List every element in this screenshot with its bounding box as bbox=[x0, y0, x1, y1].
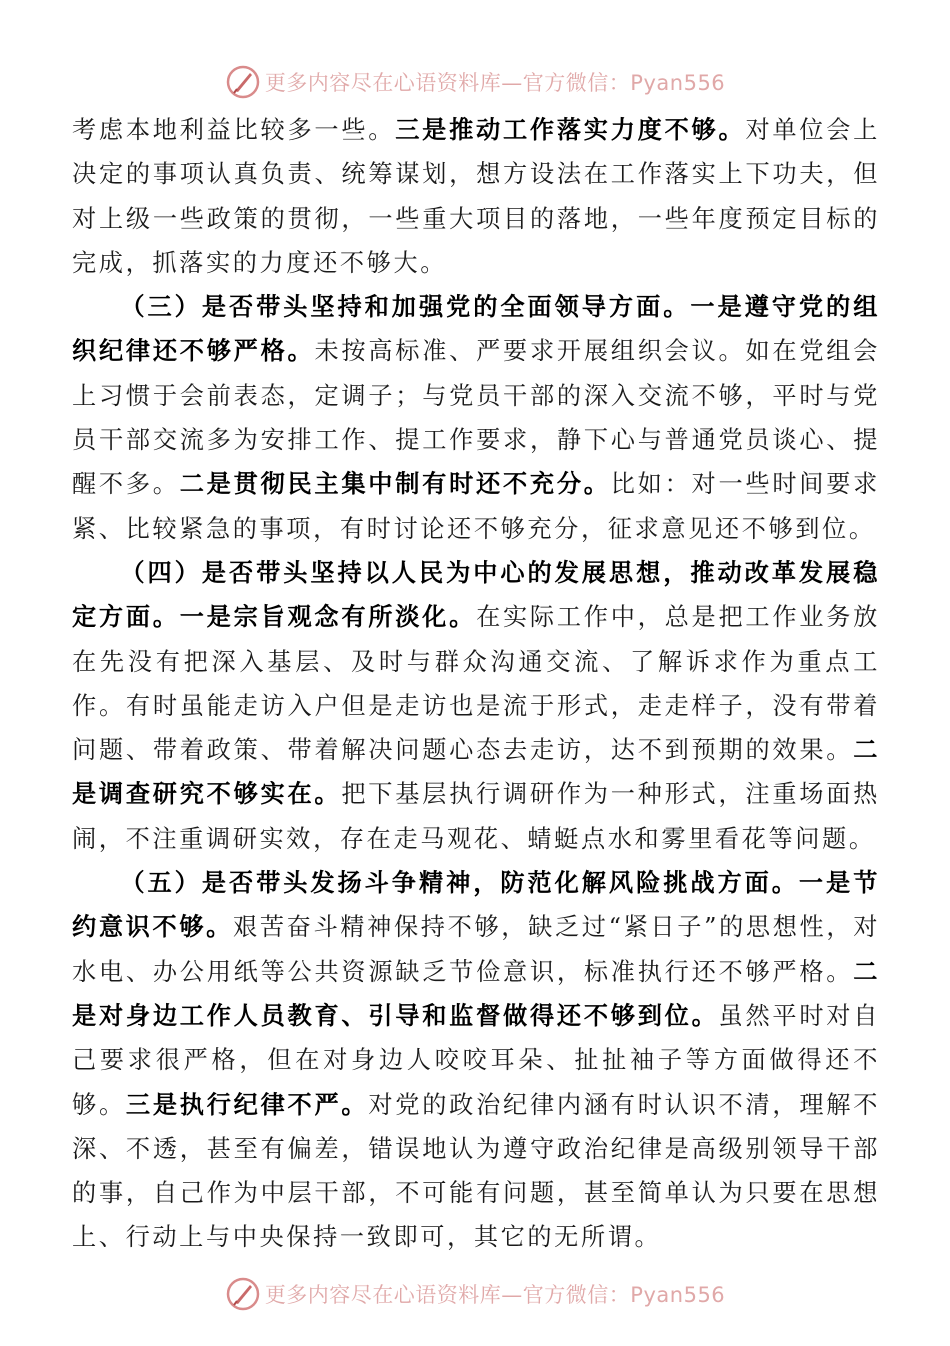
bold-heading-text: （五）是否带头发扬斗争精神，防范化解风险挑战方面。一是节约意识不够。 bbox=[72, 868, 880, 942]
body-text: 未按高标准、严要求开展组织会议。如在党组会上习惯于会前表态，定调子；与党员干部的深入交流不够，平时与党员干部交流多为安排工作、提工作要求，静下心与普通党员谈心、提醒不多。 bbox=[72, 337, 880, 499]
paragraph bbox=[72, 861, 880, 1260]
bold-heading-text: 二是对身边工作人员教育、引导和监督做得还不够到位。 bbox=[72, 956, 880, 1030]
body-text: 把下基层执行调研作为一种形式，注重场面热闹，不注重调研实效，存在走马观花、蜻蜓点水和雾里看花等问题。 bbox=[72, 780, 880, 853]
footer-watermark bbox=[0, 1274, 950, 1314]
body-text: 对单位会上决定的事项认真负责、统筹谋划，想方设法在工作落实上下功夫，但对上级一些政策的贯彻，一些重大项目的落地，一些年度预定目标的完成，抓落实的力度还不够大。 bbox=[72, 116, 880, 277]
body-text: 考虑本地利益比较多一些。 bbox=[72, 116, 396, 144]
body-text: 对党的政治纪律内涵有时认识不清，理解不深、不透，甚至有偏差，错误地认为遵守政治纪律是高级别领导干部的事，自己作为中层干部，不可能有问题，甚至简单认为只要在思想上、行动上与中央保持一致即可，其它的无所谓。 bbox=[72, 1090, 881, 1252]
document-body bbox=[72, 108, 880, 1260]
bold-heading-text: （三）是否带头坚持和加强党的全面领导方面。一是遵守党的组织纪律还不够严格。 bbox=[72, 292, 880, 366]
paragraph bbox=[72, 551, 880, 861]
watermark-text: 更多内容尽在心语资料库—官方微信：Pyan556 bbox=[264, 1283, 726, 1307]
quill-logo-icon bbox=[225, 64, 261, 100]
paragraph bbox=[72, 108, 880, 285]
body-text: 虽然平时对自己要求很严格，但在对身边人咬咬耳朵、扯扯袖子等方面做得还不够。 bbox=[72, 1001, 880, 1119]
quill-logo-icon bbox=[225, 1276, 261, 1312]
body-text: 比如：对一些时间要求紧、比较紧急的事项，有时讨论还不够充分，征求意见还不够到位。 bbox=[72, 470, 880, 543]
bold-heading-text: 三是推动工作落实力度不够。 bbox=[395, 115, 746, 144]
bold-heading-text: 三是执行纪律不严。 bbox=[125, 1089, 369, 1119]
watermark-text: 更多内容尽在心语资料库—官方微信：Pyan556 bbox=[264, 71, 726, 95]
bold-heading-text: （四）是否带头坚持以人民为中心的发展思想，推动改革发展稳定方面。一是宗旨观念有所淡化。 bbox=[72, 557, 880, 632]
bold-heading-text: 二是调查研究不够实在。 bbox=[72, 735, 880, 809]
body-text: 在实际工作中，总是把工作业务放在先没有把深入基层、及时与群众沟通交流、了解诉求作为重点工作。有时虽能走访入户但是走访也是流于形式，走走样子，没有带着问题、带着政策、带着解决问题心态去走访，达不到预期的效果。 bbox=[72, 603, 880, 765]
header-watermark bbox=[0, 62, 950, 102]
bold-heading-text: 二是贯彻民主集中制有时还不充分。 bbox=[179, 469, 611, 499]
paragraph bbox=[72, 285, 880, 551]
body-text: 艰苦奋斗精神保持不够，缺乏过“紧日子”的思想性，对水电、办公用纸等公共资源缺乏节俭意识，标准执行还不够严格。 bbox=[72, 913, 881, 986]
